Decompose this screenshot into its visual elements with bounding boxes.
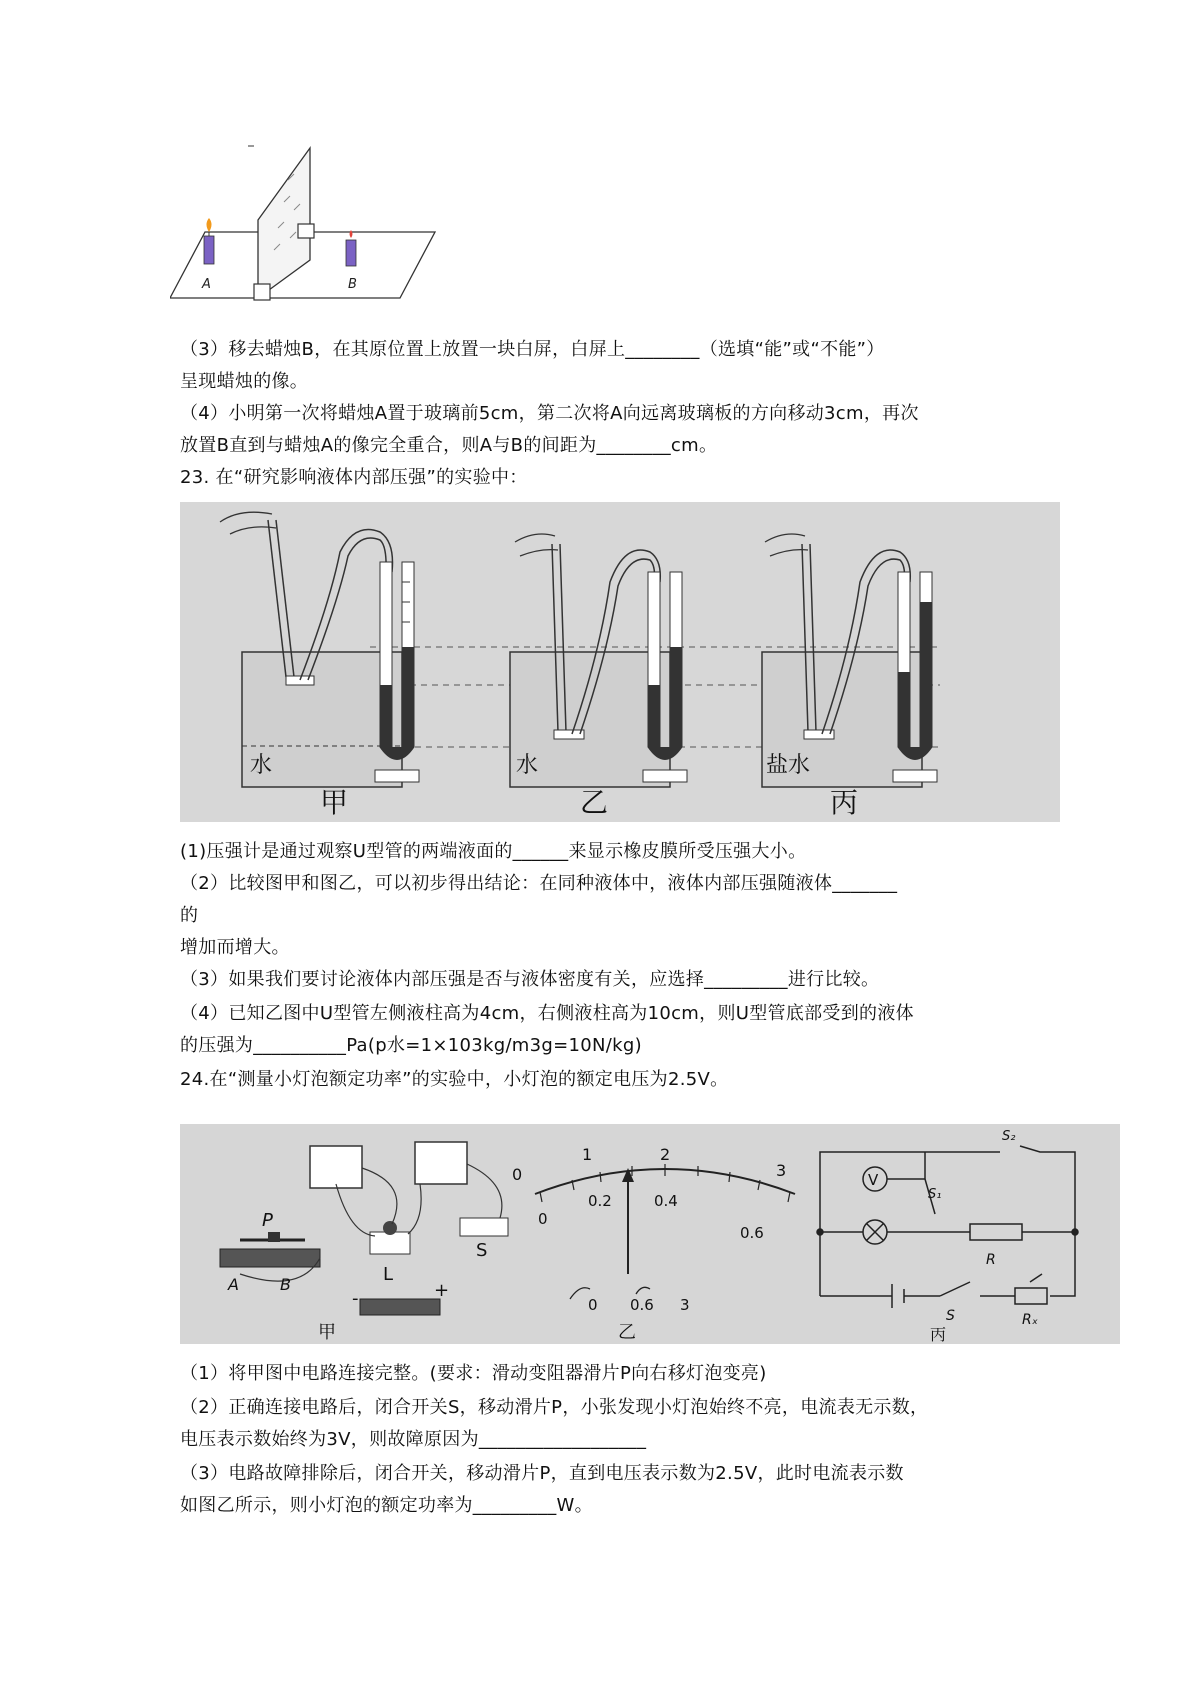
q23-part4-line1: （4）已知乙图中U型管左侧液柱高为4cm，右侧液柱高为10cm，则U型管底部受到的液体: [180, 1003, 914, 1024]
scale-bottom-1: 0.2: [588, 1192, 612, 1210]
scale-bottom-2: 0.4: [654, 1192, 678, 1210]
scale-top-3: 3: [776, 1161, 787, 1180]
caption-yi: 乙: [580, 786, 609, 819]
scale-top-1: 1: [582, 1145, 593, 1164]
label-lamp-l: L: [383, 1264, 394, 1285]
q23-part2-line2: 的: [180, 905, 199, 926]
label-candle-b: B: [348, 277, 357, 292]
scale-top-2: 2: [660, 1145, 671, 1164]
q23-part2-line3: 增加而增大。: [180, 937, 290, 958]
scale-top-0: 0: [512, 1165, 523, 1184]
q23-part2-line1: （2）比较图甲和图乙，可以初步得出结论：在同种液体中，液体内部压强随液体_______: [180, 873, 898, 894]
q24-part2-line2: 电压表示数始终为3V，则故障原因为__________________: [180, 1429, 647, 1450]
q22-part3-line1: （3）移去蜡烛B，在其原位置上放置一块白屏，白屏上________（选填“能”或“不能”）: [180, 339, 885, 360]
liquid-label-yi: 水: [516, 753, 539, 778]
caption-yi-ammeter: 乙: [618, 1322, 636, 1343]
label-resistor-r: R: [986, 1252, 996, 1268]
terminal-0-6: 0.6: [630, 1296, 654, 1314]
q24-part3-line1: （3）电路故障排除后，闭合开关，移动滑片P，直到电压表示数为2.5V，此时电流表示数: [180, 1463, 904, 1484]
label-s2: S₂: [1002, 1129, 1016, 1144]
label-slider-p: P: [262, 1210, 273, 1231]
liquid-label-bing: 盐水: [766, 753, 811, 778]
liquid-pressure-figure: [180, 502, 1060, 822]
label-terminal-b: B: [280, 1275, 291, 1294]
q24-title: 24.在“测量小灯泡额定功率”的实验中，小灯泡的额定电压为2.5V。: [180, 1069, 729, 1090]
caption-bing-circuit: 丙: [930, 1325, 947, 1344]
q24-part3-line2: 如图乙所示，则小灯泡的额定功率为_________W。: [180, 1495, 593, 1516]
label-plus: +: [434, 1280, 450, 1301]
q23-title: 23. 在“研究影响液体内部压强”的实验中：: [180, 467, 528, 488]
scale-bottom-0: 0: [538, 1210, 548, 1228]
q22-part3-line2: 呈现蜡烛的像。: [180, 371, 309, 392]
caption-jia: 甲: [320, 786, 349, 819]
q24-part1: （1）将甲图中电路连接完整。(要求：滑动变阻器滑片P向右移灯泡变亮): [180, 1363, 767, 1384]
liquid-label-jia: 水: [250, 753, 273, 778]
q24-part2-line1: （2）正确连接电路后，闭合开关S，移动滑片P，小张发现小灯泡始终不亮，电流表无示数，: [180, 1397, 929, 1418]
label-s1: S₁: [928, 1187, 942, 1202]
terminal-3: 3: [680, 1296, 690, 1314]
label-candle-a: A: [202, 277, 211, 292]
label-rx: Rₓ: [1022, 1312, 1038, 1328]
label-switch-s: S: [476, 1240, 488, 1261]
scale-bottom-3: 0.6: [740, 1224, 764, 1242]
q22-part4-line2: 放置B直到与蜡烛A的像完全重合，则A与B的间距为________cm。: [180, 435, 718, 456]
label-minus: -: [352, 1288, 359, 1309]
q23-part4-line2: 的压强为__________Pa(p水=1×103kg/m3g=10N/kg): [180, 1035, 642, 1056]
q22-part4-line1: （4）小明第一次将蜡烛A置于玻璃前5cm，第二次将A向远离玻璃板的方向移动3cm，再次: [180, 403, 919, 424]
label-voltmeter-v: V: [868, 1171, 879, 1189]
mirror-experiment-figure: [170, 140, 450, 325]
label-terminal-a: A: [228, 1275, 239, 1294]
q23-part3: （3）如果我们要讨论液体内部压强是否与液体密度有关，应选择_________进行比较。: [180, 969, 880, 990]
caption-jia-circuit: 甲: [318, 1322, 336, 1343]
lamp-power-figure: [180, 1124, 1120, 1344]
caption-bing: 丙: [830, 786, 859, 819]
q23-part1: (1)压强计是通过观察U型管的两端液面的______来显示橡皮膜所受压强大小。: [180, 841, 807, 862]
label-switch-s-bing: S: [946, 1308, 955, 1324]
terminal-0: 0: [588, 1296, 598, 1314]
